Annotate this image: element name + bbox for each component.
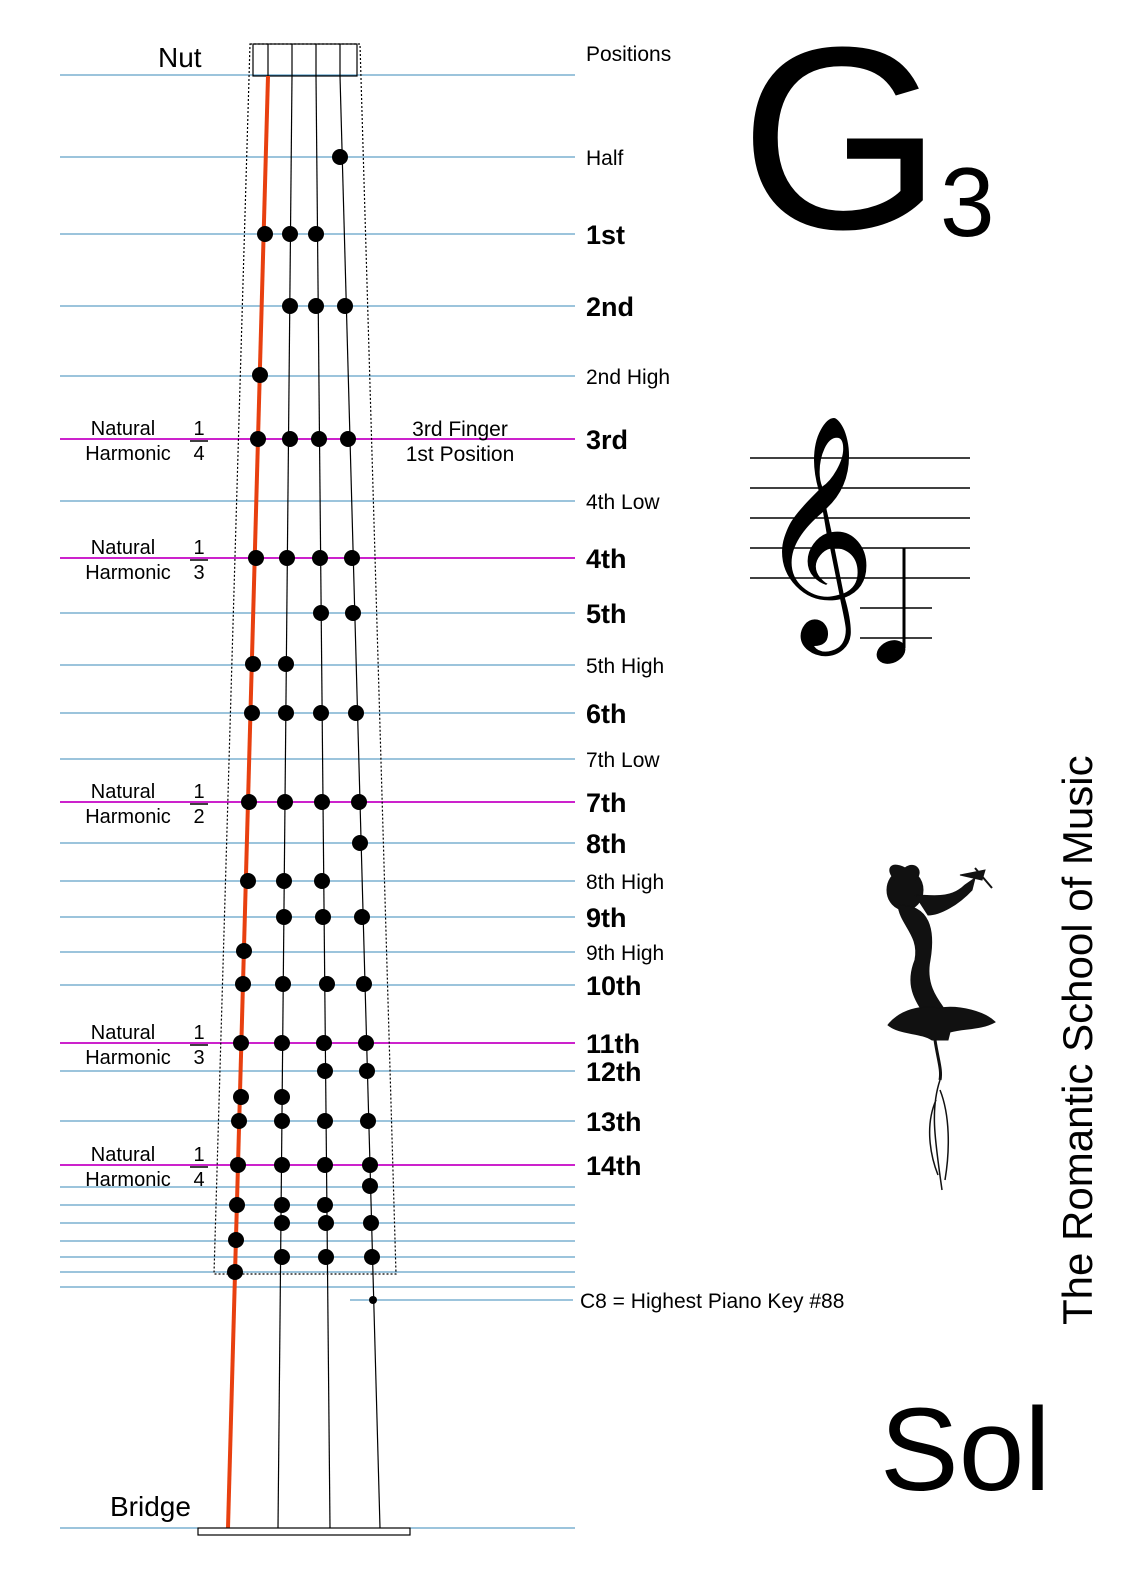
octave-number: 3 xyxy=(940,147,995,257)
treble-clef-icon: 𝄞 xyxy=(758,418,877,641)
finger-dot xyxy=(274,1157,290,1173)
finger-dot xyxy=(314,794,330,810)
position-labels xyxy=(586,147,670,1181)
finger-dot xyxy=(276,873,292,889)
harmonic-denominator: 4 xyxy=(193,443,205,465)
finger-dot xyxy=(358,1035,374,1051)
position-label: 2nd High xyxy=(586,366,671,389)
finger-dot xyxy=(316,1035,332,1051)
harmonic-denominator: 3 xyxy=(193,1047,205,1069)
finger-dot xyxy=(356,976,372,992)
harmonic-labels xyxy=(85,418,208,1191)
c8-dot xyxy=(369,1296,377,1304)
finger-dot xyxy=(274,1249,290,1265)
position-label: 9th High xyxy=(586,942,665,965)
finger-dot xyxy=(317,1113,333,1129)
harmonic-word2: Harmonic xyxy=(85,806,171,828)
harmonic-word1: Natural xyxy=(90,418,156,440)
finger-dot xyxy=(236,943,252,959)
finger-dot xyxy=(275,976,291,992)
finger-dot xyxy=(230,1157,246,1173)
finger-dot xyxy=(317,1063,333,1079)
solfege-name: Sol xyxy=(880,1384,1051,1516)
finger-dot xyxy=(332,149,348,165)
note-letter: G xyxy=(740,0,943,284)
finger-dot xyxy=(312,550,328,566)
position-label: 7th xyxy=(586,788,627,818)
finger-dot xyxy=(308,298,324,314)
finger-dot xyxy=(354,909,370,925)
position-label: 9th xyxy=(586,903,627,933)
finger-dot xyxy=(362,1157,378,1173)
position-label: 2nd xyxy=(586,292,635,322)
finger-dot xyxy=(360,1113,376,1129)
position-label: 1st xyxy=(586,220,626,250)
finger-dot xyxy=(282,431,298,447)
position-label: 6th xyxy=(586,699,627,729)
harmonic-word2: Harmonic xyxy=(85,1047,171,1069)
finger-dot xyxy=(340,431,356,447)
position-label: 10th xyxy=(586,971,642,1001)
nut xyxy=(253,44,357,76)
finger-dot xyxy=(351,794,367,810)
finger-dot xyxy=(363,1215,379,1231)
finger-dot xyxy=(227,1264,243,1280)
finger-dot xyxy=(279,550,295,566)
finger-dot xyxy=(308,226,324,242)
finger-dot xyxy=(274,1215,290,1231)
finger-dot xyxy=(352,835,368,851)
finger-dot xyxy=(364,1249,380,1265)
finger-dot xyxy=(311,431,327,447)
finger-dot xyxy=(274,1113,290,1129)
nut-label: Nut xyxy=(158,42,202,73)
finger-dot xyxy=(362,1178,378,1194)
position-label: 4th Low xyxy=(586,491,660,514)
position-label: 12th xyxy=(586,1057,642,1087)
position-label: 14th xyxy=(586,1151,642,1181)
position-label: 8th xyxy=(586,829,627,859)
harmonic-word1: Natural xyxy=(90,537,156,559)
finger-dot xyxy=(245,656,261,672)
harmonic-denominator: 4 xyxy=(193,1169,205,1191)
finger-dot xyxy=(240,873,256,889)
finger-dot xyxy=(315,909,331,925)
position-label: 3rd xyxy=(586,425,629,455)
harmonic-word1: Natural xyxy=(90,781,156,803)
finger-dot xyxy=(274,1035,290,1051)
finger-dot xyxy=(233,1035,249,1051)
school-name: The Romantic School of Music xyxy=(1054,755,1101,1325)
finger-dot xyxy=(244,705,260,721)
finger-dot xyxy=(318,1215,334,1231)
harmonic-word2: Harmonic xyxy=(85,562,171,584)
finger-dot xyxy=(313,605,329,621)
finger-dot xyxy=(229,1197,245,1213)
finger-dot xyxy=(282,298,298,314)
finger-dot xyxy=(278,705,294,721)
finger-dot xyxy=(248,550,264,566)
harmonic-numerator: 1 xyxy=(193,418,205,440)
harmonic-word1: Natural xyxy=(90,1144,156,1166)
c8-label: C8 = Highest Piano Key #88 xyxy=(580,1290,845,1313)
finger-dot xyxy=(344,550,360,566)
positions-header: Positions xyxy=(586,43,672,66)
finger-dot xyxy=(278,656,294,672)
bridge xyxy=(198,1528,410,1535)
finger-dot xyxy=(250,431,266,447)
finger-dot xyxy=(348,705,364,721)
finger-dot xyxy=(277,794,293,810)
position-label: 4th xyxy=(586,544,627,574)
position-label: 7th Low xyxy=(586,749,660,772)
finger-dot xyxy=(313,705,329,721)
position-label: 11th xyxy=(586,1029,641,1059)
finger-dot xyxy=(241,794,257,810)
finger-dot xyxy=(235,976,251,992)
finger-dot xyxy=(252,367,268,383)
finger-dot xyxy=(317,1197,333,1213)
finger-note-line2: 1st Position xyxy=(405,443,515,466)
finger-dot xyxy=(319,976,335,992)
harmonic-word1: Natural xyxy=(90,1022,156,1044)
position-label: Half xyxy=(586,147,624,170)
harmonic-word2: Harmonic xyxy=(85,1169,171,1191)
finger-dot xyxy=(317,1157,333,1173)
position-label: 8th High xyxy=(586,871,665,894)
finger-dot xyxy=(314,873,330,889)
harmonic-numerator: 1 xyxy=(193,1144,205,1166)
harmonic-word2: Harmonic xyxy=(85,443,171,465)
finger-dot xyxy=(231,1113,247,1129)
harmonic-denominator: 3 xyxy=(193,562,205,584)
harmonic-numerator: 1 xyxy=(193,781,205,803)
finger-dot xyxy=(233,1089,249,1105)
harmonic-numerator: 1 xyxy=(193,537,205,559)
finger-dot xyxy=(282,226,298,242)
finger-note-line1: 3rd Finger xyxy=(412,418,508,441)
finger-dot xyxy=(257,226,273,242)
position-label: 5th xyxy=(586,599,627,629)
harmonic-denominator: 2 xyxy=(193,806,205,828)
position-label: 5th High xyxy=(586,655,665,678)
finger-dot xyxy=(274,1089,290,1105)
bridge-label: Bridge xyxy=(110,1491,191,1522)
finger-dot xyxy=(345,605,361,621)
finger-dot xyxy=(276,909,292,925)
finger-dot xyxy=(337,298,353,314)
violinist-silhouette-icon xyxy=(887,865,995,1190)
position-label: 13th xyxy=(586,1107,642,1137)
harmonic-numerator: 1 xyxy=(193,1022,205,1044)
finger-dot xyxy=(274,1197,290,1213)
finger-dot xyxy=(359,1063,375,1079)
finger-dot xyxy=(318,1249,334,1265)
finger-dot xyxy=(228,1232,244,1248)
